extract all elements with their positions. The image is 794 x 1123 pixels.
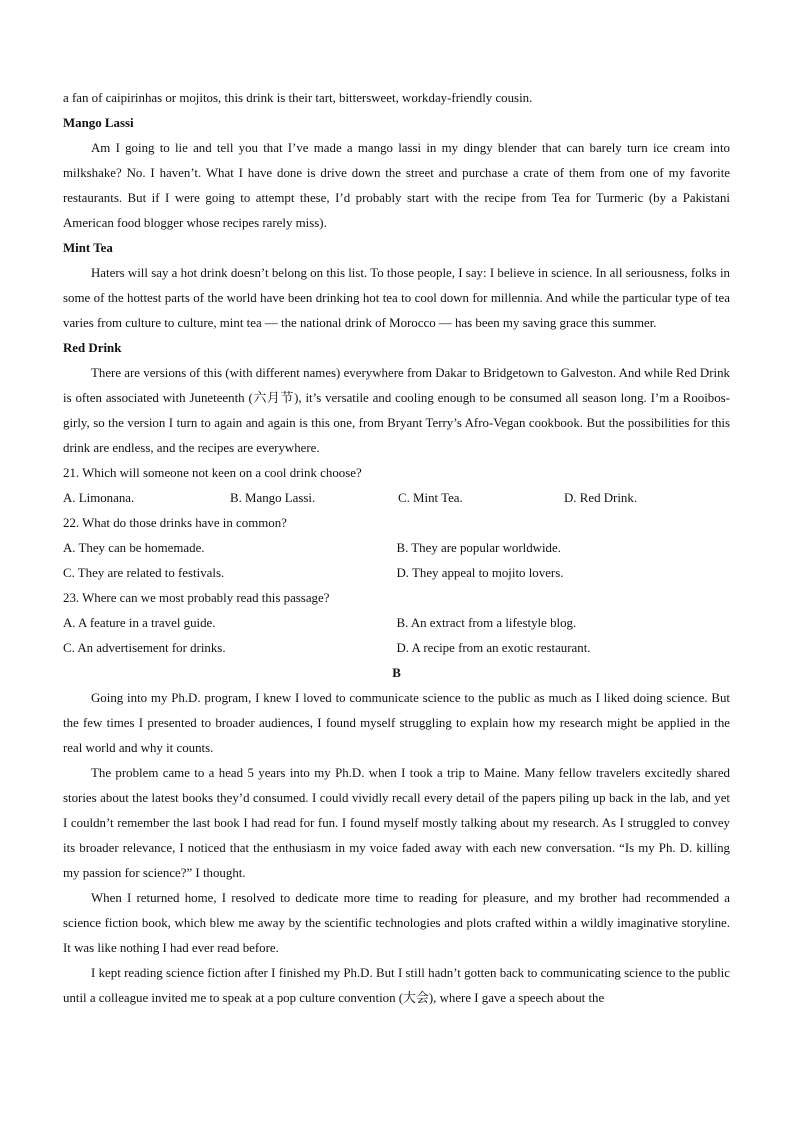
option-21-d: D. Red Drink.: [564, 491, 638, 505]
question-23-options-row-2: [63, 636, 730, 661]
option-22-d: D. They appeal to mojito lovers.: [396, 566, 564, 580]
option-22-b: B. They are popular worldwide.: [396, 541, 561, 555]
option-22-a: A. They can be homemade.: [63, 541, 205, 555]
passage-b-paragraph: The problem came to a head 5 years into my Ph.D. when I took a trip to Maine. Many fellow travelers excitedly shared stories about the latest books they’d consumed. I could vividly recall every detail of the papers piling up back in the lab, and yet I couldn’t remember the last book I had read for fun. I found myself mostly talking about my research. As I struggled to convey its broader relevance, I noticed that the enthusiasm in my voice faded away with each new conversation. “Is my Ph. D. killing my passion for science?” I thought.: [63, 766, 730, 880]
question-21: 21. Which will someone not keen on a cool drink choose?: [63, 466, 362, 480]
question-22: 22. What do those drinks have in common?: [63, 516, 287, 530]
section-heading-red-drink: Red Drink: [63, 341, 122, 355]
passage-b-paragraph: Going into my Ph.D. program, I knew I loved to communicate science to the public as much as I liked doing science. But the few times I presented to broader audiences, I found myself struggling to explain how my research might be applied in the real world and why it counts.: [63, 691, 730, 755]
option-23-b: B. An extract from a lifestyle blog.: [396, 616, 577, 630]
option-21-c: C. Mint Tea.: [398, 491, 463, 505]
option-21-b: B. Mango Lassi.: [230, 491, 316, 505]
passage-b-label: B: [392, 666, 401, 680]
question-22-options-row-1: [63, 536, 730, 561]
section-heading-mango-lassi: Mango Lassi: [63, 116, 134, 130]
section-text-mango-lassi: Am I going to lie and tell you that I’ve made a mango lassi in my dingy blender that can barely turn ice cream into milkshake? No. I haven’t. What I have done is drive down the street and purchase a crate of them from one of my favorite restaurants. But if I were going to attempt these, I’d probably start with the recipe from Tea for Turmeric (by a Pakistani American food blogger whose recipes rarely miss).: [63, 141, 730, 230]
option-21-a: A. Limonana.: [63, 491, 135, 505]
question-23: 23. Where can we most probably read this passage?: [63, 591, 330, 605]
option-23-d: D. A recipe from an exotic restaurant.: [396, 641, 591, 655]
option-22-c: C. They are related to festivals.: [63, 566, 225, 580]
passage-b-paragraph: When I returned home, I resolved to dedicate more time to reading for pleasure, and my brother had recommended a science fiction book, which blew me away by the scientific technologies and plots crafted within a wildly imaginative storyline. It was like nothing I had ever read before.: [63, 891, 730, 955]
section-heading-mint-tea: Mint Tea: [63, 241, 113, 255]
intro-tail: a fan of caipirinhas or mojitos, this drink is their tart, bittersweet, workday-friendly cousin.: [63, 91, 533, 105]
question-23-options-row-1: [63, 611, 730, 636]
question-21-options: [63, 486, 730, 511]
question-22-options-row-2: [63, 561, 730, 586]
option-23-c: C. An advertisement for drinks.: [63, 641, 226, 655]
exam-page: [63, 86, 730, 1011]
passage-b-paragraph: I kept reading science fiction after I finished my Ph.D. But I still hadn’t gotten back to communicating science to the public until a colleague invited me to speak at a pop culture convention (大会), where I gave a speech about the: [63, 966, 730, 1005]
section-text-mint-tea: Haters will say a hot drink doesn’t belong on this list. To those people, I say: I believe in science. In all seriousness, folks in some of the hottest parts of the world have been drinking hot tea to cool down for millennia. And while the particular type of tea varies from culture to culture, mint tea — the national drink of Morocco — has been my saving grace this summer.: [63, 266, 730, 330]
option-23-a: A. A feature in a travel guide.: [63, 616, 216, 630]
section-text-red-drink: There are versions of this (with different names) everywhere from Dakar to Bridgetown to Galveston. And while Red Drink is often associated with Juneteenth (六月节), it’s versatile and cooling enough to be consumed all season long. I’m a Rooibos-girly, so the version I turn to again and again is this one, from Bryant Terry’s Afro-Vegan cookbook. But the possibilities for this drink are endless, and the recipes are everywhere.: [63, 366, 730, 455]
